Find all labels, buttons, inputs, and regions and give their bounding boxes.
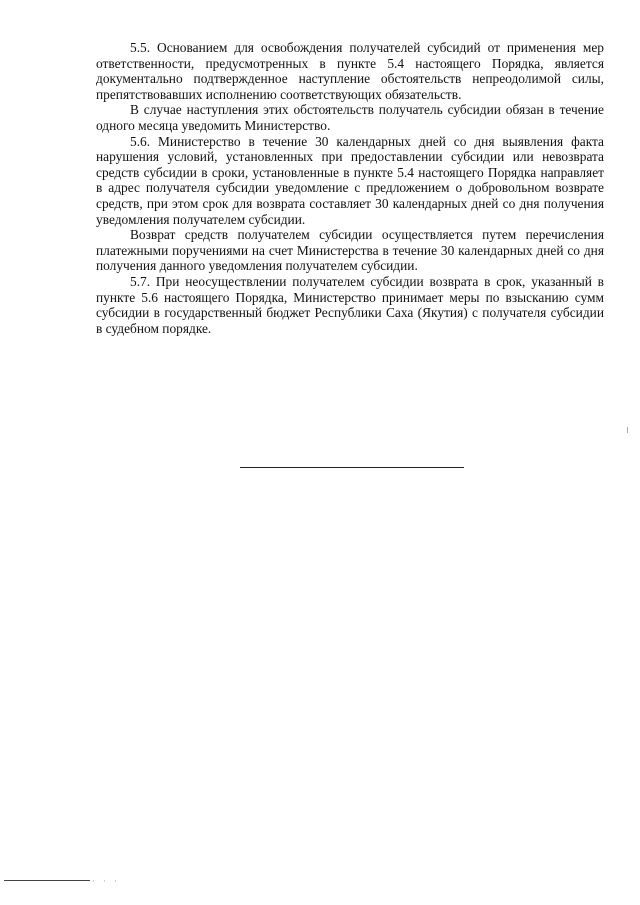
paragraph-5-5: 5.5. Основанием для освобождения получателей субсидий от применения мер ответственности, предусмотренных в пункте 5.4 настоящего Порядка, является документально подтвержденное наступление обстоятельств непреодолимой силы, препятствовавших исполнению соответствующих обязательств. (96, 40, 604, 102)
paragraph-refund-procedure: Возврат средств получателем субсидии осуществляется путем перечисления платежными поручениями на счет Министерства в течение 30 календарных дней со дня получения данного уведомления получателем субсидии. (96, 227, 604, 274)
scan-edge-dots: · · · (92, 877, 120, 886)
paragraph-force-majeure-notice: В случае наступления этих обстоятельств получатель субсидии обязан в течение одного месяца уведомить Министерство. (96, 102, 604, 133)
paragraph-5-7: 5.7. При неосуществлении получателем субсидии возврата в срок, указанный в пункте 5.6 настоящего Порядка, Министерство принимает меры по взысканию сумм субсидии в государственный бюджет Республики Саха (Якутия) с получателя субсидии в судебном порядке. (96, 273, 604, 336)
paragraph-5-6: 5.6. Министерство в течение 30 календарных дней со дня выявления факта нарушения условий, установленных при предоставлении субсидии или невозврата средств субсидии в сроки, установленные в пункте 5.4 настоящего Порядка направляет в адрес получателя субсидии уведомление с предложением о добровольном возврате средств, при этом срок для возврата составляет 30 календарных дней со дня получения уведомления получателем субсидии. (96, 133, 604, 227)
end-divider-line (240, 467, 464, 468)
scan-edge-line (4, 880, 90, 881)
document-body (96, 40, 604, 336)
scan-margin-mark (627, 427, 628, 433)
